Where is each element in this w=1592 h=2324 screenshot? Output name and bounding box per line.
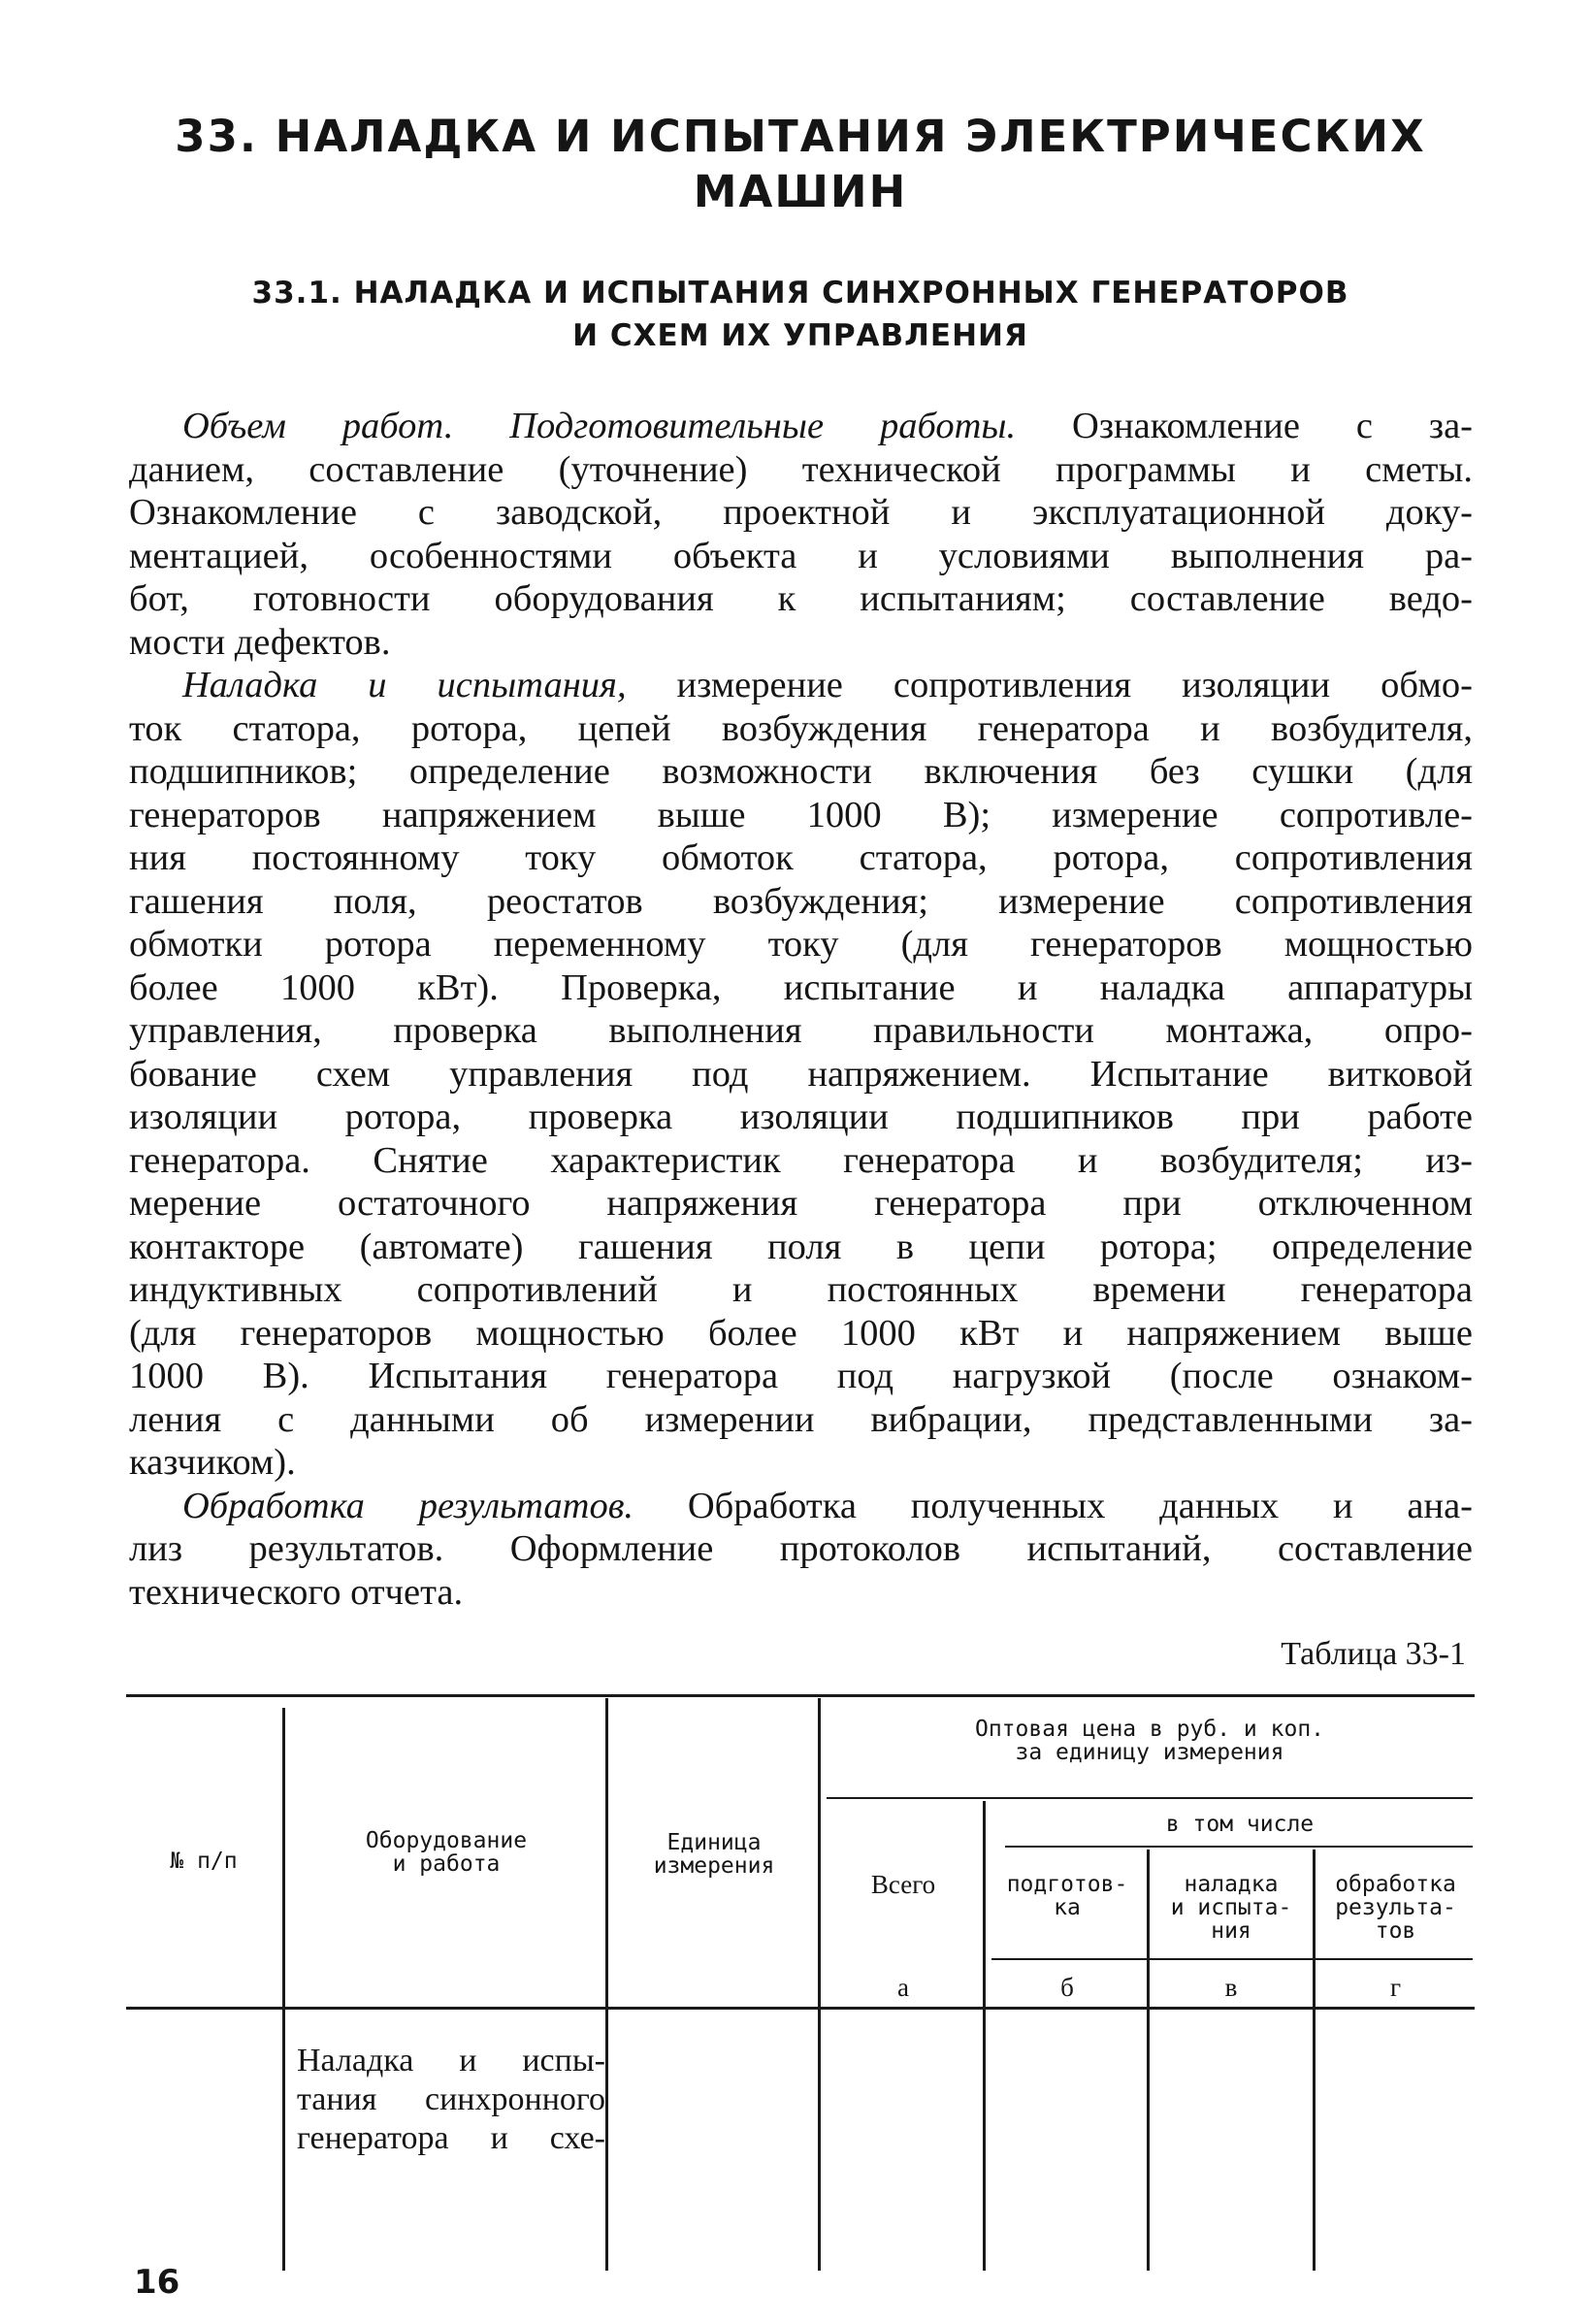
paragraph-line: ления с данными об измерении вибрации, представленными за- [129, 1398, 1473, 1440]
paragraph-line: генераторов напряжением выше 1000 В); измерение сопротивле- [129, 794, 1473, 835]
table-column-rule [1313, 1849, 1316, 2271]
italic-lead: Объем работ. [182, 406, 454, 446]
chapter-title-line: МАШИН [693, 166, 908, 217]
column-letter: г [1389, 1973, 1402, 2002]
header-processing: обработка результа- тов [1335, 1872, 1456, 1944]
header-including: в том числе [1165, 1812, 1315, 1837]
italic-lead: Обработка результатов. [182, 1485, 634, 1526]
paragraph-line: индуктивных сопротивлений и постоянных времени генератора [129, 1269, 1473, 1310]
column-letter: а [897, 1973, 909, 2002]
table-row [297, 2042, 605, 2158]
paragraph-line: контакторе (автомате) гашения поля в цепи ротора; определение [129, 1226, 1473, 1267]
paragraph-line: ния постоянному току обмоток статора, ротора, сопротивления [129, 837, 1473, 878]
table-caption: Таблица 33-1 [1281, 1636, 1466, 1672]
table-top-rule [126, 1694, 1475, 1697]
paragraph-line: ментацией, особенностями объекта и условиями выполнения ра- [129, 535, 1473, 576]
paragraph-line: управления, проверка выполнения правильности монтажа, опро- [129, 1010, 1473, 1051]
header-price: Оптовая цена в руб. и коп. за единицу измерения [974, 1717, 1325, 1765]
paragraph-line: технического отчета. [129, 1571, 464, 1613]
paragraph-line: ток статора, ротора, цепей возбуждения генератора и возбудителя, [129, 707, 1473, 749]
table-column-rule [605, 1698, 608, 2271]
header-number: № п/п [170, 1849, 238, 1874]
paragraph-line: гашения поля, реостатов возбуждения; измерение сопротивления [129, 880, 1473, 922]
paragraph-line: Ознакомление с заводской, проектной и эксплуатационной доку- [129, 492, 1473, 533]
paragraph-line: лиз результатов. Оформление протоколов испытаний, составление [129, 1528, 1473, 1569]
paragraph-line: мерение остаточного напряжения генератора при отключенном [129, 1183, 1473, 1224]
section-title-line: И СХЕМ ИХ УПРАВЛЕНИЯ [572, 318, 1028, 353]
paragraph-line: казчиком). [129, 1442, 296, 1483]
paragraph-line: мости дефектов. [129, 621, 391, 663]
paragraph-line: бот, готовности оборудования к испытаниям; составление ведо- [129, 578, 1473, 619]
table-column-rule [282, 1708, 285, 2271]
table-cell-line: тания синхронного [297, 2081, 605, 2117]
paragraph-line: Наладка и испытания, измерение сопротивления изоляции обмо- [182, 665, 1473, 705]
paragraph-line: более 1000 кВт). Проверка, испытание и наладка аппаратуры [129, 966, 1473, 1008]
header-total: Всего [870, 1870, 936, 1899]
header-setup: наладка и испыта- ния [1170, 1872, 1292, 1944]
table-cell-line: генератора и схе- [297, 2120, 605, 2156]
paragraph-line: изоляции ротора, проверка изоляции подшипников при работе [129, 1097, 1473, 1137]
header-unit: Единица измерения [653, 1830, 775, 1879]
table-column-rule [1147, 1849, 1150, 2271]
paragraph-line: обмотки ротора переменному току (для генераторов мощностью [129, 924, 1473, 965]
paragraph-line: данием, составление (уточнение) технической программы и сметы. [129, 448, 1473, 490]
paragraph-line: подшипников; определение возможности включения без сушки (для [129, 751, 1473, 792]
italic-lead: Подготовительные работы. [509, 406, 1017, 446]
table-cell-line: Наладка и испы- [297, 2043, 605, 2079]
table-rule [827, 1797, 1473, 1799]
header-preparation: подготов- ка [1006, 1872, 1128, 1920]
paragraph-line: 1000 В). Испытания генератора под нагрузкой (после ознаком- [129, 1356, 1473, 1396]
italic-lead: Наладка и испытания, [182, 665, 627, 705]
paragraph-line: бование схем управления под напряжением. Испытание витковой [129, 1053, 1473, 1095]
paragraph-line: генератора. Снятие характеристик генератора и возбудителя; из- [129, 1139, 1473, 1181]
paragraph-line: Обработка результатов. Обработка полученных данных и ана- [182, 1485, 1473, 1526]
paragraph-line: (для генераторов мощностью более 1000 кВт и напряжением выше [129, 1312, 1473, 1354]
table-rule [991, 1958, 1473, 1960]
header-equipment: Оборудование и работа [365, 1828, 528, 1877]
column-letter: б [1060, 1973, 1074, 2002]
table-column-rule [818, 1698, 821, 2271]
page-number: 16 [134, 2263, 180, 2302]
chapter-title-line: 33. НАЛАДКА И ИСПЫТАНИЯ ЭЛЕКТРИЧЕСКИХ [175, 111, 1426, 162]
section-title-line: 33.1. НАЛАДКА И ИСПЫТАНИЯ СИНХРОННЫХ ГЕНЕРАТОРОВ [251, 276, 1349, 311]
column-letter: в [1224, 1973, 1238, 2002]
paragraph-line: Объем работ. Подготовительные работы. Ознакомление с за- [182, 406, 1473, 446]
table-rule [1005, 1846, 1473, 1848]
table-column-rule [983, 1801, 986, 2271]
table-header-bottom-rule [126, 2007, 1475, 2010]
